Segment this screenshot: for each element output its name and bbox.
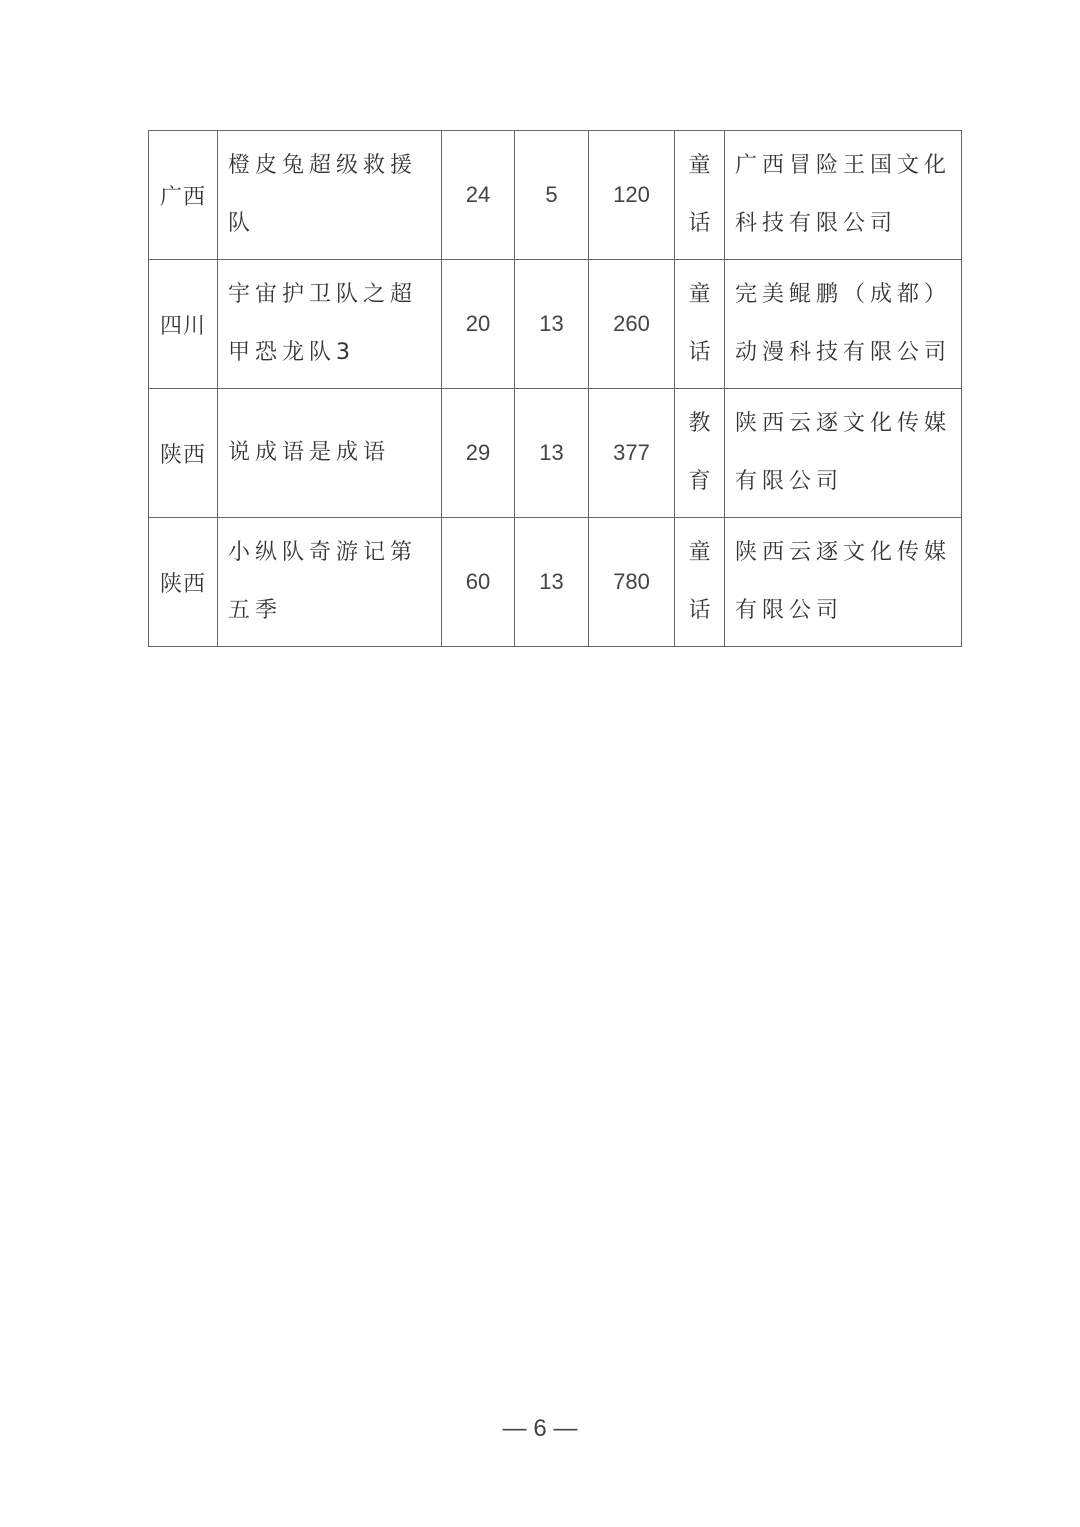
title-cell: 橙皮兔超级救援队 <box>218 131 442 260</box>
table-row <box>149 389 962 518</box>
type-char: 话 <box>688 598 711 623</box>
minutes-per-episode-cell: 13 <box>515 518 589 647</box>
type-char: 话 <box>688 340 711 365</box>
region-cell: 广西 <box>149 131 218 260</box>
region-cell: 陕西 <box>149 518 218 647</box>
total-minutes-cell: 260 <box>589 260 675 389</box>
episodes-cell: 29 <box>442 389 515 518</box>
episodes-cell: 24 <box>442 131 515 260</box>
producer-cell: 完美鲲鹏（成都）动漫科技有限公司 <box>725 260 962 389</box>
region-cell: 四川 <box>149 260 218 389</box>
type-char: 育 <box>688 469 711 494</box>
minutes-per-episode-cell: 13 <box>515 389 589 518</box>
title-cell: 说成语是成语 <box>218 389 442 518</box>
producer-cell: 陕西云逐文化传媒有限公司 <box>725 389 962 518</box>
type-char: 童 <box>688 540 711 565</box>
type-cell <box>675 518 725 647</box>
type-cell <box>675 260 725 389</box>
minutes-per-episode-cell: 5 <box>515 131 589 260</box>
total-minutes-cell: 120 <box>589 131 675 260</box>
title-cell: 宇宙护卫队之超甲恐龙队3 <box>218 260 442 389</box>
total-minutes-cell: 780 <box>589 518 675 647</box>
episodes-cell: 60 <box>442 518 515 647</box>
title-cell: 小纵队奇游记第五季 <box>218 518 442 647</box>
table-row <box>149 518 962 647</box>
table-row <box>149 131 962 260</box>
minutes-per-episode-cell: 13 <box>515 260 589 389</box>
region-cell: 陕西 <box>149 389 218 518</box>
page-number: — 6 — <box>502 1415 578 1442</box>
total-minutes-cell: 377 <box>589 389 675 518</box>
type-char: 话 <box>688 211 711 236</box>
table-row <box>149 260 962 389</box>
episodes-cell: 20 <box>442 260 515 389</box>
type-char: 童 <box>688 282 711 307</box>
type-cell <box>675 131 725 260</box>
animation-list-table <box>148 130 962 647</box>
type-cell <box>675 389 725 518</box>
producer-cell: 广西冒险王国文化科技有限公司 <box>725 131 962 260</box>
producer-cell: 陕西云逐文化传媒有限公司 <box>725 518 962 647</box>
type-char: 教 <box>688 411 711 436</box>
type-char: 童 <box>688 153 711 178</box>
